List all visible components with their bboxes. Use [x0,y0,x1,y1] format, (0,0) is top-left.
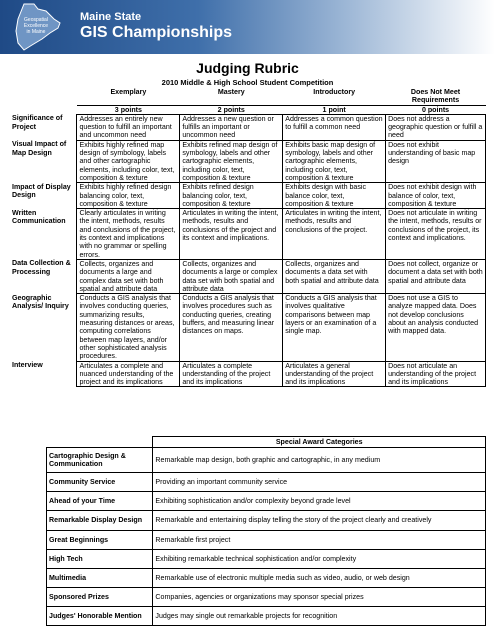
page-title: Judging Rubric [196,60,299,76]
column-header: Mastery [180,88,283,105]
table-row [47,607,486,626]
rubric-cell: Conducts a GIS analysis that involves qualitative comparisons between map layers or an examination of a single map. [283,294,386,361]
award-description: Exhibiting remarkable technical sophistication and/or complexity [153,550,486,569]
criterion-label: Written Communication [12,208,66,225]
award-name: Ahead of your Time [47,492,153,511]
awards-title: Special Award Categories [153,437,486,448]
rubric-cell: Addresses a new question or fulfills an important or uncommon need [180,114,283,140]
org-name: Maine State [80,11,142,23]
award-description: Remarkable use of electronic multiple media such as video, audio, or web design [153,569,486,588]
rubric-header-row [10,88,486,105]
award-name: Community Service [47,473,153,492]
criterion-label: Interview [12,361,43,369]
table-row [47,569,486,588]
rubric-cell: Conducts a GIS analysis that involves procedures such as conducting queries, creating buffers, and measuring linear distances on maps. [180,294,283,361]
rubric-cell: Articulates in writing the intent, methods, results and conclusions of the project and its context and implications. [180,209,283,260]
rubric-table [10,88,486,387]
award-description: Companies, agencies or organizations may sponsor special prizes [153,588,486,607]
rubric-cell: Conducts a GIS analysis that involves conducting queries, summarizing results, measuring distances or areas, computing correlations between map layers, and/or other sophisticated analysis procedures. [77,294,180,361]
criterion-label: Data Collection & Processing [12,259,71,276]
award-name: Great Beginnings [47,531,153,550]
award-description: Remarkable map design, both graphic and cartographic, in any medium [153,448,486,473]
award-name: High Tech [47,550,153,569]
column-header: Introductory [283,88,386,105]
svg-text:in Maine: in Maine [26,29,46,35]
table-row [10,294,486,361]
table-row [47,448,486,473]
award-name: Multimedia [47,569,153,588]
table-row [47,588,486,607]
rubric-cell: Exhibits refined design balancing color, text, composition & texture [180,183,283,209]
rubric-cell: Articulates a complete understanding of the project and its implications [180,361,283,387]
points-label: 0 points [386,105,486,114]
rubric-cell: Does not articulate in writing the intent, methods, results or conclusions of the project, its context and implications. [386,209,486,260]
rubric-cell: Does not articulate an understanding of the project and its implications [386,361,486,387]
table-row [10,140,486,182]
award-name: Judges' Honorable Mention [47,607,153,626]
rubric-cell: Clearly articulates in writing the intent, methods, results and conclusions of the project, its context and implications with no grammar or spelling errors. [77,209,180,260]
rubric-cell: Addresses a common question to fulfill a common need [283,114,386,140]
rubric-cell: Collects, organizes and documents a data set with both spatial and attribute data [283,259,386,293]
rubric-cell: Does not use a GIS to analyze mapped data. Does not develop conclusions about an analysis conducted with mapped data. [386,294,486,361]
rubric-points-row [10,105,486,114]
rubric-cell: Exhibits basic map design of symbology, labels and other cartographic elements, including color, text, composition & texture [283,140,386,182]
header-banner [0,0,495,54]
criterion-label: Impact of Display Design [12,182,71,200]
criterion-label: Visual Impact of Map Design [12,140,67,157]
award-name: Cartographic Design & Communication [47,448,153,473]
svg-text:Geospatial: Geospatial [24,17,48,23]
table-row [47,492,486,511]
rubric-cell: Does not exhibit design with balance of color, text, composition & texture [386,183,486,209]
awards-table [46,436,486,626]
column-header: Exemplary [77,88,180,105]
rubric-cell: Articulates in writing the intent, methods, results and conclusions of the project. [283,209,386,260]
award-description: Judges may single out remarkable projects for recognition [153,607,486,626]
maine-map-logo-icon [4,3,70,51]
rubric-cell: Does not exhibit understanding of basic map design [386,140,486,182]
rubric-cell: Articulates a complete and nuanced understanding of the project and its implications [77,361,180,387]
award-description: Exhibiting sophistication and/or complexity beyond grade level [153,492,486,511]
table-row [47,550,486,569]
award-description: Providing an important community service [153,473,486,492]
table-row [10,361,486,387]
column-header: Does Not Meet Requirements [386,88,486,105]
event-name: GIS Championships [80,24,233,41]
table-row [47,473,486,492]
rubric-cell: Does not address a geographic question or fulfill a need [386,114,486,140]
table-row [10,209,486,260]
rubric-cell: Articulates a general understanding of the project and its implications [283,361,386,387]
table-row [10,114,486,140]
rubric-cell: Exhibits highly refined design balancing color, text, composition & texture [77,183,180,209]
rubric-cell: Exhibits refined map design of symbology, labels and other cartographic elements, including color, text, composition & texture [180,140,283,182]
rubric-cell: Exhibits design with basic balance color, text, composition & texture [283,183,386,209]
rubric-cell: Collects, organizes and documents a large or complex data set with both spatial and attribute data [180,259,283,293]
points-label: 3 points [77,105,180,114]
award-name: Remarkable Display Design [47,511,153,531]
award-name: Sponsored Prizes [47,588,153,607]
rubric-cell: Exhibits highly refined map design of symbology, labels and other cartographic elements, including color, text, composition & texture [77,140,180,182]
rubric-cell: Does not collect, organize or document a data set with both spatial and attribute data [386,259,486,293]
page-subtitle: 2010 Middle & High School Student Competition [161,78,334,87]
table-row [10,183,486,209]
svg-text:Excellence: Excellence [23,23,49,29]
award-description: Remarkable and entertaining display telling the story of the project clearly and creatively [153,511,486,531]
points-label: 2 points [180,105,283,114]
rubric-cell: Collects, organizes and documents a large and complex data set with both spatial and attribute data [77,259,180,293]
points-label: 1 point [283,105,386,114]
criterion-label: Geographic Analysis/ Inquiry [12,293,69,310]
award-description: Remarkable first project [153,531,486,550]
table-row [10,259,486,293]
table-row [47,511,486,531]
table-row [47,531,486,550]
criterion-label: Significance of Project [12,114,63,131]
rubric-cell: Addresses an entirely new question to fulfill an important and uncommon need [77,114,180,140]
